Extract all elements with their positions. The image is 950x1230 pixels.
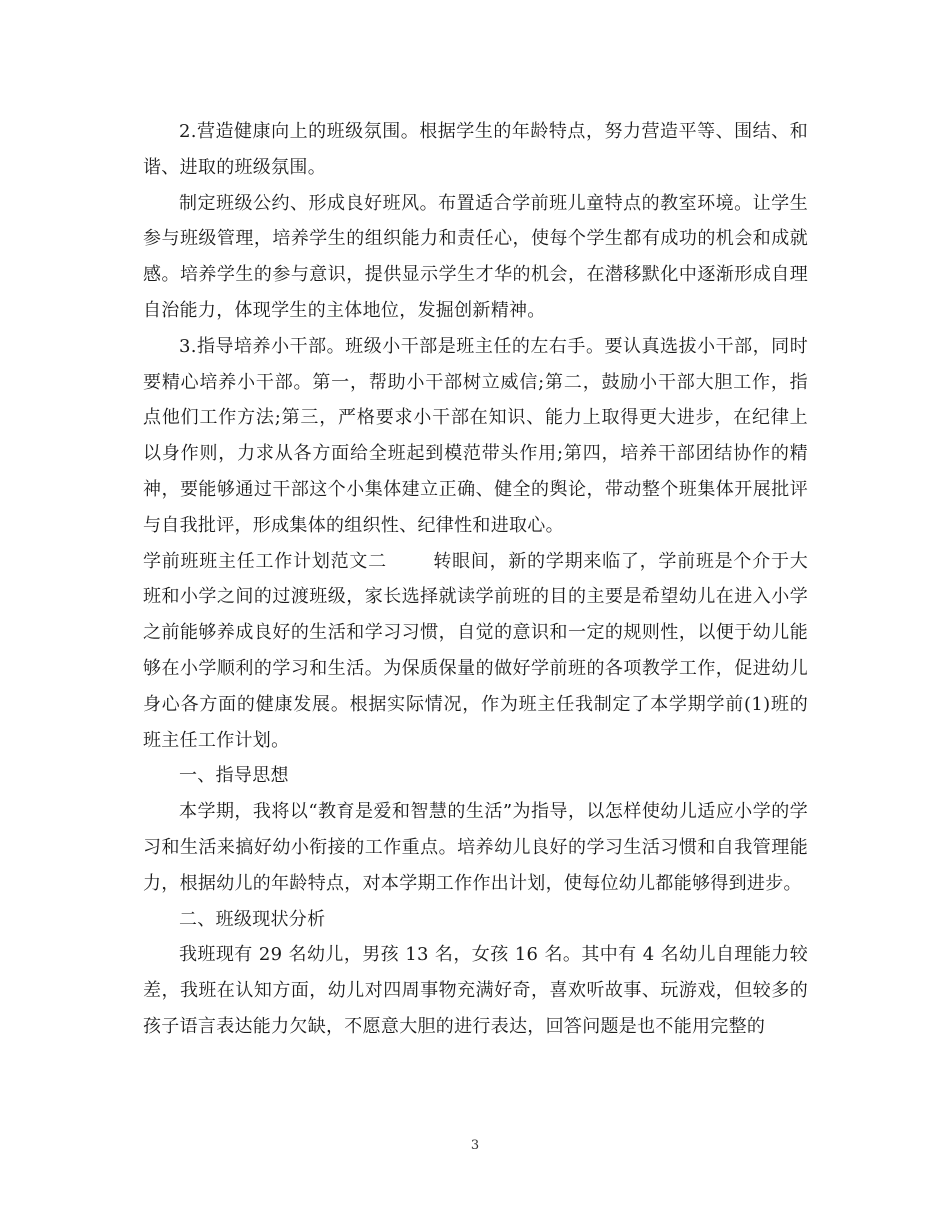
paragraph-class-atmosphere: 2.营造健康向上的班级氛围。根据学生的年龄特点，努力营造平等、围结、和谐、进取的班级氛围。 [143, 121, 808, 178]
page-number: 3 [470, 1138, 480, 1153]
paragraph-sample-two [143, 544, 808, 759]
heading-guiding-ideology: 一、指导思想 [179, 765, 289, 787]
paragraph-class-status: 我班现有 29 名幼儿，男孩 13 名，女孩 16 名。其中有 4 名幼儿自理能力较差，我班在认知方面，幼儿对四周事物充满好奇，喜欢听故事、玩游戏，但较多的孩子语言表达能力欠缺，不愿意大胆的进行表达，回答问题是也不能用完整的 [143, 944, 808, 1037]
paragraph-class-cadres: 3.指导培养小干部。班级小干部是班主任的左右手。要认真选拔小干部，同时要精心培养小干部。第一，帮助小干部树立威信;第二，鼓励小干部大胆工作，指点他们工作方法;第三，严格要求小干部在知识、能力上取得更大进步，在纪律上以身作则，力求从各方面给全班起到模范带头作用;第四，培养干部团结协作的精神，要能够通过干部这个小集体建立正确、健全的舆论，带动整个班集体开展批评与自我批评，形成集体的组织性、纪律性和进取心。 [143, 335, 808, 536]
sample-two-title: 学前班班主任工作计划范文二 [143, 550, 387, 572]
paragraph-class-convention: 制定班级公约、形成良好班风。布置适合学前班儿童特点的教室环境。让学生参与班级管理，培养学生的组织能力和责任心，使每个学生都有成功的机会和成就感。培养学生的参与意识，提供显示学生才华的机会，在潜移默化中逐渐形成自理自治能力，体现学生的主体地位，发掘创新精神。 [143, 192, 808, 321]
sample-two-body: 转眼间，新的学期来临了，学前班是个介于大班和小学之间的过渡班级，家长选择就读学前班的目的主要是希望幼儿在进入小学之前能够养成良好的生活和学习习惯，自觉的意识和一定的规则性，以便于幼儿能够在小学顺利的学习和生活。为保质保量的做好学前班的各项教学工作，促进幼儿身心各方面的健康发展。根据实际情况，作为班主任我制定了本学期学前(1)班的班主任工作计划。 [143, 550, 809, 751]
heading-class-status: 二、班级现状分析 [179, 908, 326, 930]
document-body [143, 114, 808, 1045]
paragraph-guiding-ideology: 本学期，我将以“教育是爱和智慧的生活”为指导，以怎样使幼儿适应小学的学习和生活来搞好幼小衔接的工作重点。培养幼儿良好的学习生活习惯和自我管理能力，根据幼儿的年龄特点，对本学期工作作出计划，使每位幼儿都能够得到进步。 [143, 801, 808, 894]
